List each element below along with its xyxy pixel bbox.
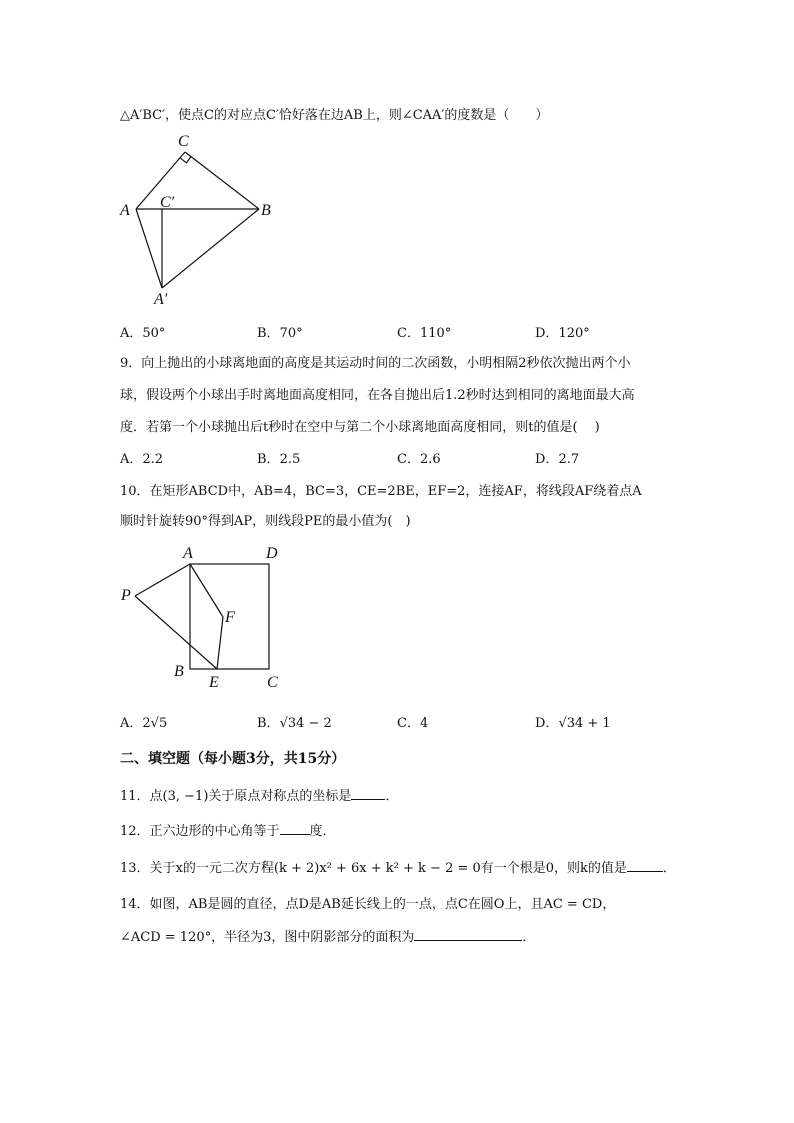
segment-ap xyxy=(135,564,190,596)
segment-pe xyxy=(135,596,217,669)
q13: 13．关于x的一元二次方程(k + 2)x² + 6x + k² + k − 2 = 0有一个根是0，则k的值是 ． xyxy=(120,861,676,876)
option-b: B．70° xyxy=(257,326,303,341)
label-f: F xyxy=(225,609,235,626)
answer-blank[interactable] xyxy=(351,787,385,800)
option-c: C．110° xyxy=(397,326,452,341)
q9-line-1: 9．向上抛出的小球离地面的高度是其运动时间的二次函数，小明相隔2秒依次抛出两个小 xyxy=(120,356,631,371)
option-a: A．2√5 xyxy=(120,716,168,731)
label-a: A xyxy=(120,202,130,219)
label-a-prime: A′ xyxy=(154,291,168,308)
option-d: D．2.7 xyxy=(535,452,580,467)
option-a: A．2.2 xyxy=(120,452,164,467)
q9-line-3: 度．若第一个小球抛出后t秒时在空中与第二个小球离地面高度相同，则t的值是( ) xyxy=(120,420,600,435)
option-b: B．√34 − 2 xyxy=(257,716,332,731)
option-d: D．120° xyxy=(535,326,590,341)
q14-line-2: ∠ACD = 120°，半径为3，图中阴影部分的面积为 ． xyxy=(120,930,536,945)
label-c: C xyxy=(267,674,278,691)
q12: 12．正六边形的中心角等于 度． xyxy=(120,824,336,839)
right-angle-mark xyxy=(180,157,191,163)
option-a: A．50° xyxy=(120,326,166,341)
segment-fe xyxy=(217,617,223,669)
q10-line-1: 10．在矩形ABCD中，AB=4，BC=3，CE=2BE，EF=2，连接AF，将线段AF绕着点A xyxy=(120,484,642,499)
option-c: C．2.6 xyxy=(397,452,441,467)
label-b: B xyxy=(261,202,271,219)
answer-blank[interactable] xyxy=(414,928,522,941)
q11: 11．点(3, −1)关于原点对称点的坐标是 ． xyxy=(120,789,399,804)
q9-line-2: 球，假设两个小球出手时离地面高度相同，在各自抛出后1.2秒时达到相同的离地面最大高 xyxy=(120,388,635,403)
q14-line-1: 14．如图，AB是圆的直径，点D是AB延长线上的一点，点C在圆O上，且AC = CD， xyxy=(120,897,616,912)
section-heading: 二、填空题（每小题3分，共15分） xyxy=(120,751,346,767)
answer-blank[interactable] xyxy=(280,822,310,835)
label-d: D xyxy=(266,545,278,562)
answer-blank[interactable] xyxy=(627,859,663,872)
label-b: B xyxy=(174,663,184,680)
segment-a-prime-b xyxy=(162,209,259,288)
q10-line-2: 顺时针旋转90°得到AP，则线段PE的最小值为( ) xyxy=(120,514,411,529)
q8-text: △A′BC′，使点C的对应点C′恰好落在边AB上，则∠CAA′的度数是（ ） xyxy=(120,108,549,123)
label-a: A xyxy=(183,545,193,562)
label-p: P xyxy=(121,587,131,604)
q10-figure xyxy=(115,540,295,695)
segment-af xyxy=(190,564,223,617)
q8-figure xyxy=(112,130,282,310)
option-c: C．4 xyxy=(397,716,429,731)
option-d: D．√34 + 1 xyxy=(535,716,611,731)
segment-aa-prime xyxy=(136,209,162,288)
segment-cb xyxy=(185,152,259,209)
label-c-prime: C′ xyxy=(160,194,175,211)
option-b: B．2.5 xyxy=(257,452,301,467)
label-c: C xyxy=(178,133,189,150)
label-e: E xyxy=(209,674,219,691)
